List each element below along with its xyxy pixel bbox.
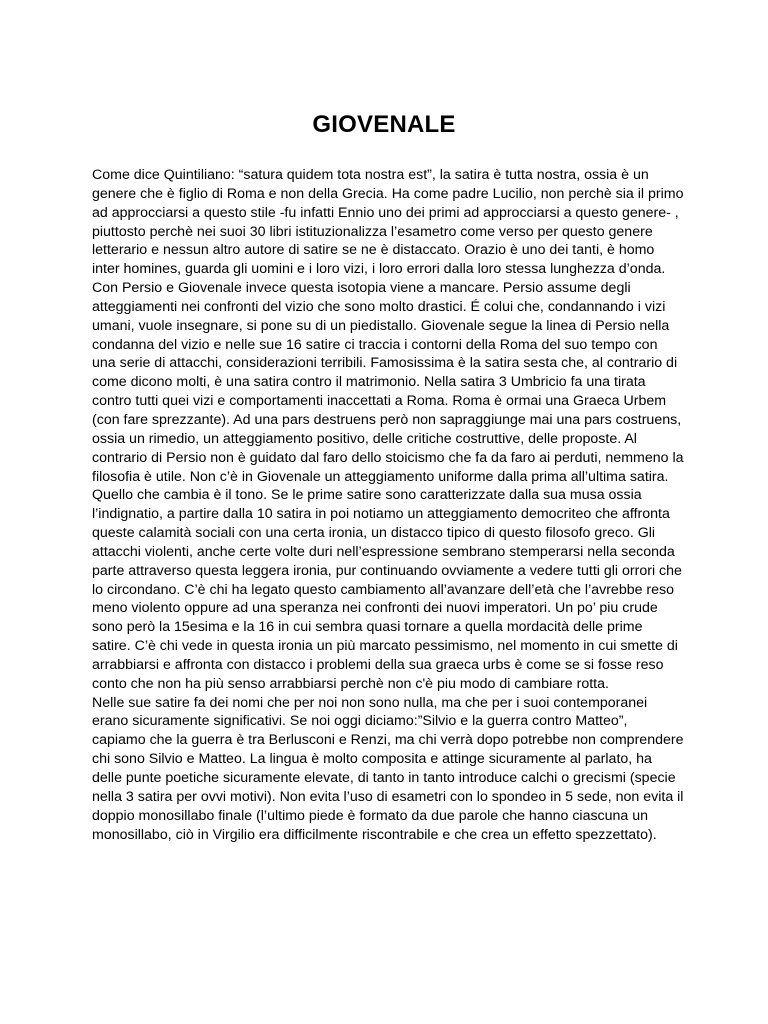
page-title: GIOVENALE [312, 111, 456, 138]
paragraph: Nelle sue satire fa dei nomi che per noi non sono nulla, ma che per i suoi contemporanei erano sicuramente significativi. Se noi oggi diciamo:”Silvio e la guerra contro Matteo”, capiamo che la guerra è tra Berlusconi e Renzi, ma chi verrà dopo potrebbe non comprendere chi sono Silvio e Matteo. La lingua è molto composita e attinge sicuramente al parlato, ha delle punte poetiche sicuramente elevate, di tanto in tanto introduce calchi o grecismi (specie nella 3 satira per ovvi motivi). Non evita l’uso di esametri con lo spondeo in 5 sede, non evita il doppio monosillabo finale (l’ultimo piede è formato da due parole che hanno ciascuna un monosillabo, ciò in Virgilio era difficilmente riscontrabile e che crea un effetto spezzettato). [92, 694, 684, 843]
document-body [92, 166, 684, 844]
paragraph: Come dice Quintiliano: “satura quidem tota nostra est”, la satira è tutta nostra, ossia è un genere che è figlio di Roma e non della Grecia. Ha come padre Lucilio, non perchè sia il primo ad approcciarsi a questo stile -fu infatti Ennio uno dei primi ad approcciarsi a questo genere- , piuttosto perchè nei suoi 30 libri istituzionalizza l’esametro come verso per questo genere letterario e nessun altro autore di satire se ne è distaccato. Orazio è uno dei tanti, è homo inter homines, guarda gli uomini e i loro vizi, i loro errori dalla loro stessa lunghezza d’onda. Con Persio e Giovenale invece questa isotopia viene a mancare. Persio assume degli atteggiamenti nei confronti del vizio che sono molto drastici. É colui che, condannando i vizi umani, vuole insegnare, si pone su di un piedistallo. Giovenale segue la linea di Persio nella condanna del vizio e nelle sue 16 satire ci traccia i contorni della Roma del suo tempo con una serie di attacchi, considerazioni terribili. Famosissima è la satira sesta che, al contrario di come dicono molti, è una satira contro il matrimonio. Nella satira 3 Umbricio fa una tirata contro tutti quei vizi e comportamenti inaccettati a Roma. Roma è ormai una Graeca Urbem (con fare sprezzante). Ad una pars destruens però non sapraggiunge mai una pars costruens, ossia un rimedio, un atteggiamento positivo, delle critiche costruttive, delle proposte. Al contrario di Persio non è guidato dal faro dello stoicismo che fa da faro ai perduti, nemmeno la filosofia è utile. Non c’è in Giovenale un atteggiamento uniforme dalla prima all’ultima satira. Quello che cambia è il tono. Se le prime satire sono caratterizzate dalla sua musa ossia l’indignatio, a partire dalla 10 satira in poi notiamo un atteggiamento democriteo che affronta queste calamità sociali con una certa ironia, un distacco tipico di questo filosofo greco. Gli attacchi violenti, anche certe volte duri nell’espressione sembrano stemperarsi nella seconda parte attraverso questa leggera ironia, pur continuando ovviamente a vedere tutti gli orrori che lo circondano. C’è chi ha legato questo cambiamento all’avanzare dell’età che l’avrebbe reso meno violento oppure ad una speranza nei confronti dei nuovi imperatori. Un po’ piu crude sono però la 15esima e la 16 in cui sembra quasi tornare a quella mordacità delle prime satire. C’è chi vede in questa ironia un più marcato pessimismo, nel momento in cui smette di arrabbiarsi e affronta con distacco i problemi della sua graeca urbs è come se si fosse reso conto che non ha più senso arrabbiarsi perchè non c'è piu modo di cambiare rotta. [92, 167, 684, 692]
